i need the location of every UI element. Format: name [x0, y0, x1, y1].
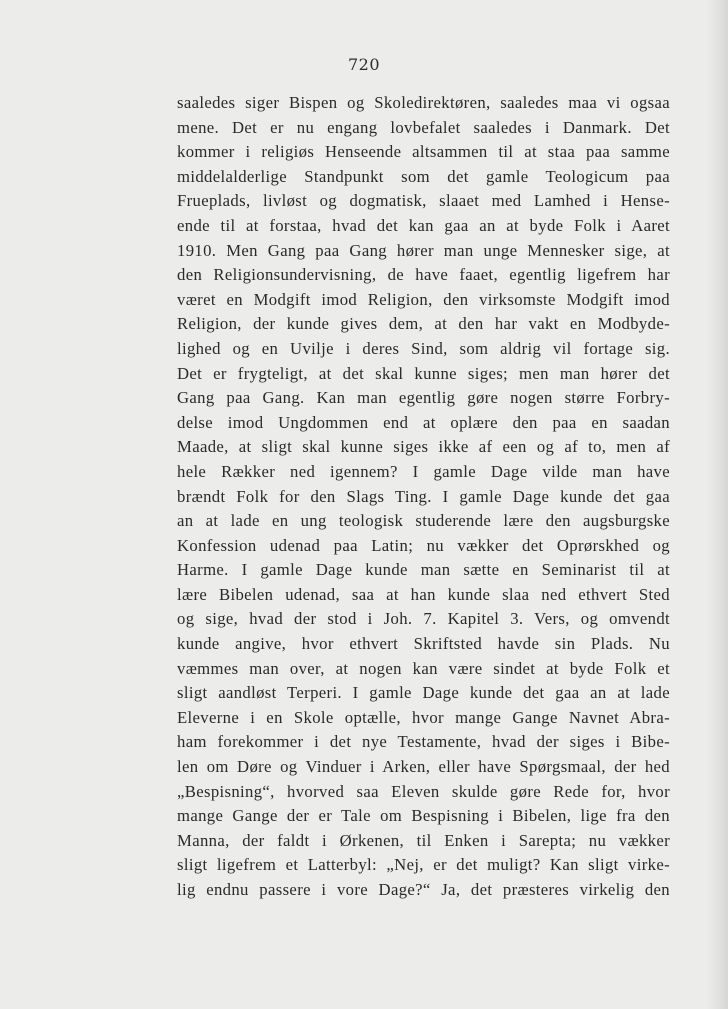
- text-line: mange Gange der er Tale om Bespisning i Bibelen, lige fra den: [177, 806, 670, 826]
- text-line: lære Bibelen udenad, saa at han kunde slaa ned ethvert Sted: [177, 584, 670, 604]
- text-line: Eleverne i en Skole optælle, hvor mange Gange Navnet Abra-: [177, 707, 670, 727]
- text-line: den Religionsundervisning, de have faaet, egentlig ligefrem har: [177, 265, 670, 285]
- page-edge-shadow: [706, 0, 728, 1009]
- text-line: og sige, hvad der stod i Joh. 7. Kapitel 3. Vers, og omvendt: [177, 609, 670, 629]
- text-line: Harme. I gamle Dage kunde man sætte en Seminarist til at: [177, 560, 670, 580]
- text-line: 1910. Men Gang paa Gang hører man unge Mennesker sige, at: [177, 240, 670, 260]
- text-line: brændt Folk for den Slags Ting. I gamle Dage kunde det gaa: [177, 486, 670, 506]
- text-line: væmmes man over, at nogen kan være sindet at byde Folk et: [177, 658, 670, 678]
- text-line: sligt ligefrem et Latterbyl: „Nej, er det muligt? Kan sligt virke-: [177, 855, 670, 875]
- text-line: Det er frygteligt, at det skal kunne siges; men man hører det: [177, 363, 670, 383]
- text-line: Gang paa Gang. Kan man egentlig gøre nogen større Forbry-: [177, 388, 670, 408]
- text-line: len om Døre og Vinduer i Arken, eller have Spørgsmaal, der hed: [177, 757, 670, 777]
- text-line: Manna, der faldt i Ørkenen, til Enken i Sarepta; nu vækker: [177, 830, 670, 850]
- text-line: an at lade en ung teologisk studerende lære den augsburgske: [177, 511, 670, 531]
- body-text: [177, 91, 670, 903]
- text-line: middelalderlige Standpunkt som det gamle Teologicum paa: [177, 166, 670, 186]
- page-number: 720: [347, 55, 381, 74]
- text-line: lighed og en Uvilje i deres Sind, som aldrig vil fortage sig.: [177, 338, 670, 358]
- text-line: „Bespisning“, hvorved saa Eleven skulde gøre Rede for, hvor: [177, 781, 670, 801]
- text-line: mene. Det er nu engang lovbefalet saaledes i Danmark. Det: [177, 117, 670, 137]
- text-line: Konfession udenad paa Latin; nu vækker det Oprørskhed og: [177, 535, 670, 555]
- text-line: ende til at forstaa, hvad det kan gaa an at byde Folk i Aaret: [177, 215, 670, 235]
- text-line: kunde angive, hvor ethvert Skriftsted havde sin Plads. Nu: [177, 634, 670, 654]
- text-line: hele Rækker ned igennem? I gamle Dage vilde man have: [177, 461, 670, 481]
- text-line: saaledes siger Bispen og Skoledirektøren, saaledes maa vi ogsaa: [177, 93, 670, 112]
- text-line: sligt aandløst Terperi. I gamle Dage kunde det gaa an at lade: [177, 683, 670, 703]
- text-line: Frueplads, livløst og dogmatisk, slaaet med Lamhed i Hense-: [177, 191, 670, 211]
- text-line: været en Modgift imod Religion, den virksomste Modgift imod: [177, 289, 670, 309]
- text-line: lig endnu passere i vore Dage?“ Ja, det præsteres virkelig den: [177, 880, 670, 899]
- text-line: Religion, der kunde gives dem, at den har vakt en Modbyde-: [177, 314, 670, 334]
- text-line: kommer i religiøs Henseende altsammen til at staa paa samme: [177, 142, 670, 162]
- text-line: ham forekommer i det nye Testamente, hvad der siges i Bibe-: [177, 732, 670, 752]
- text-line: Maade, at sligt skal kunne siges ikke af een og af to, men af: [177, 437, 670, 457]
- text-line: delse imod Ungdommen end at oplære den paa en saadan: [177, 412, 670, 432]
